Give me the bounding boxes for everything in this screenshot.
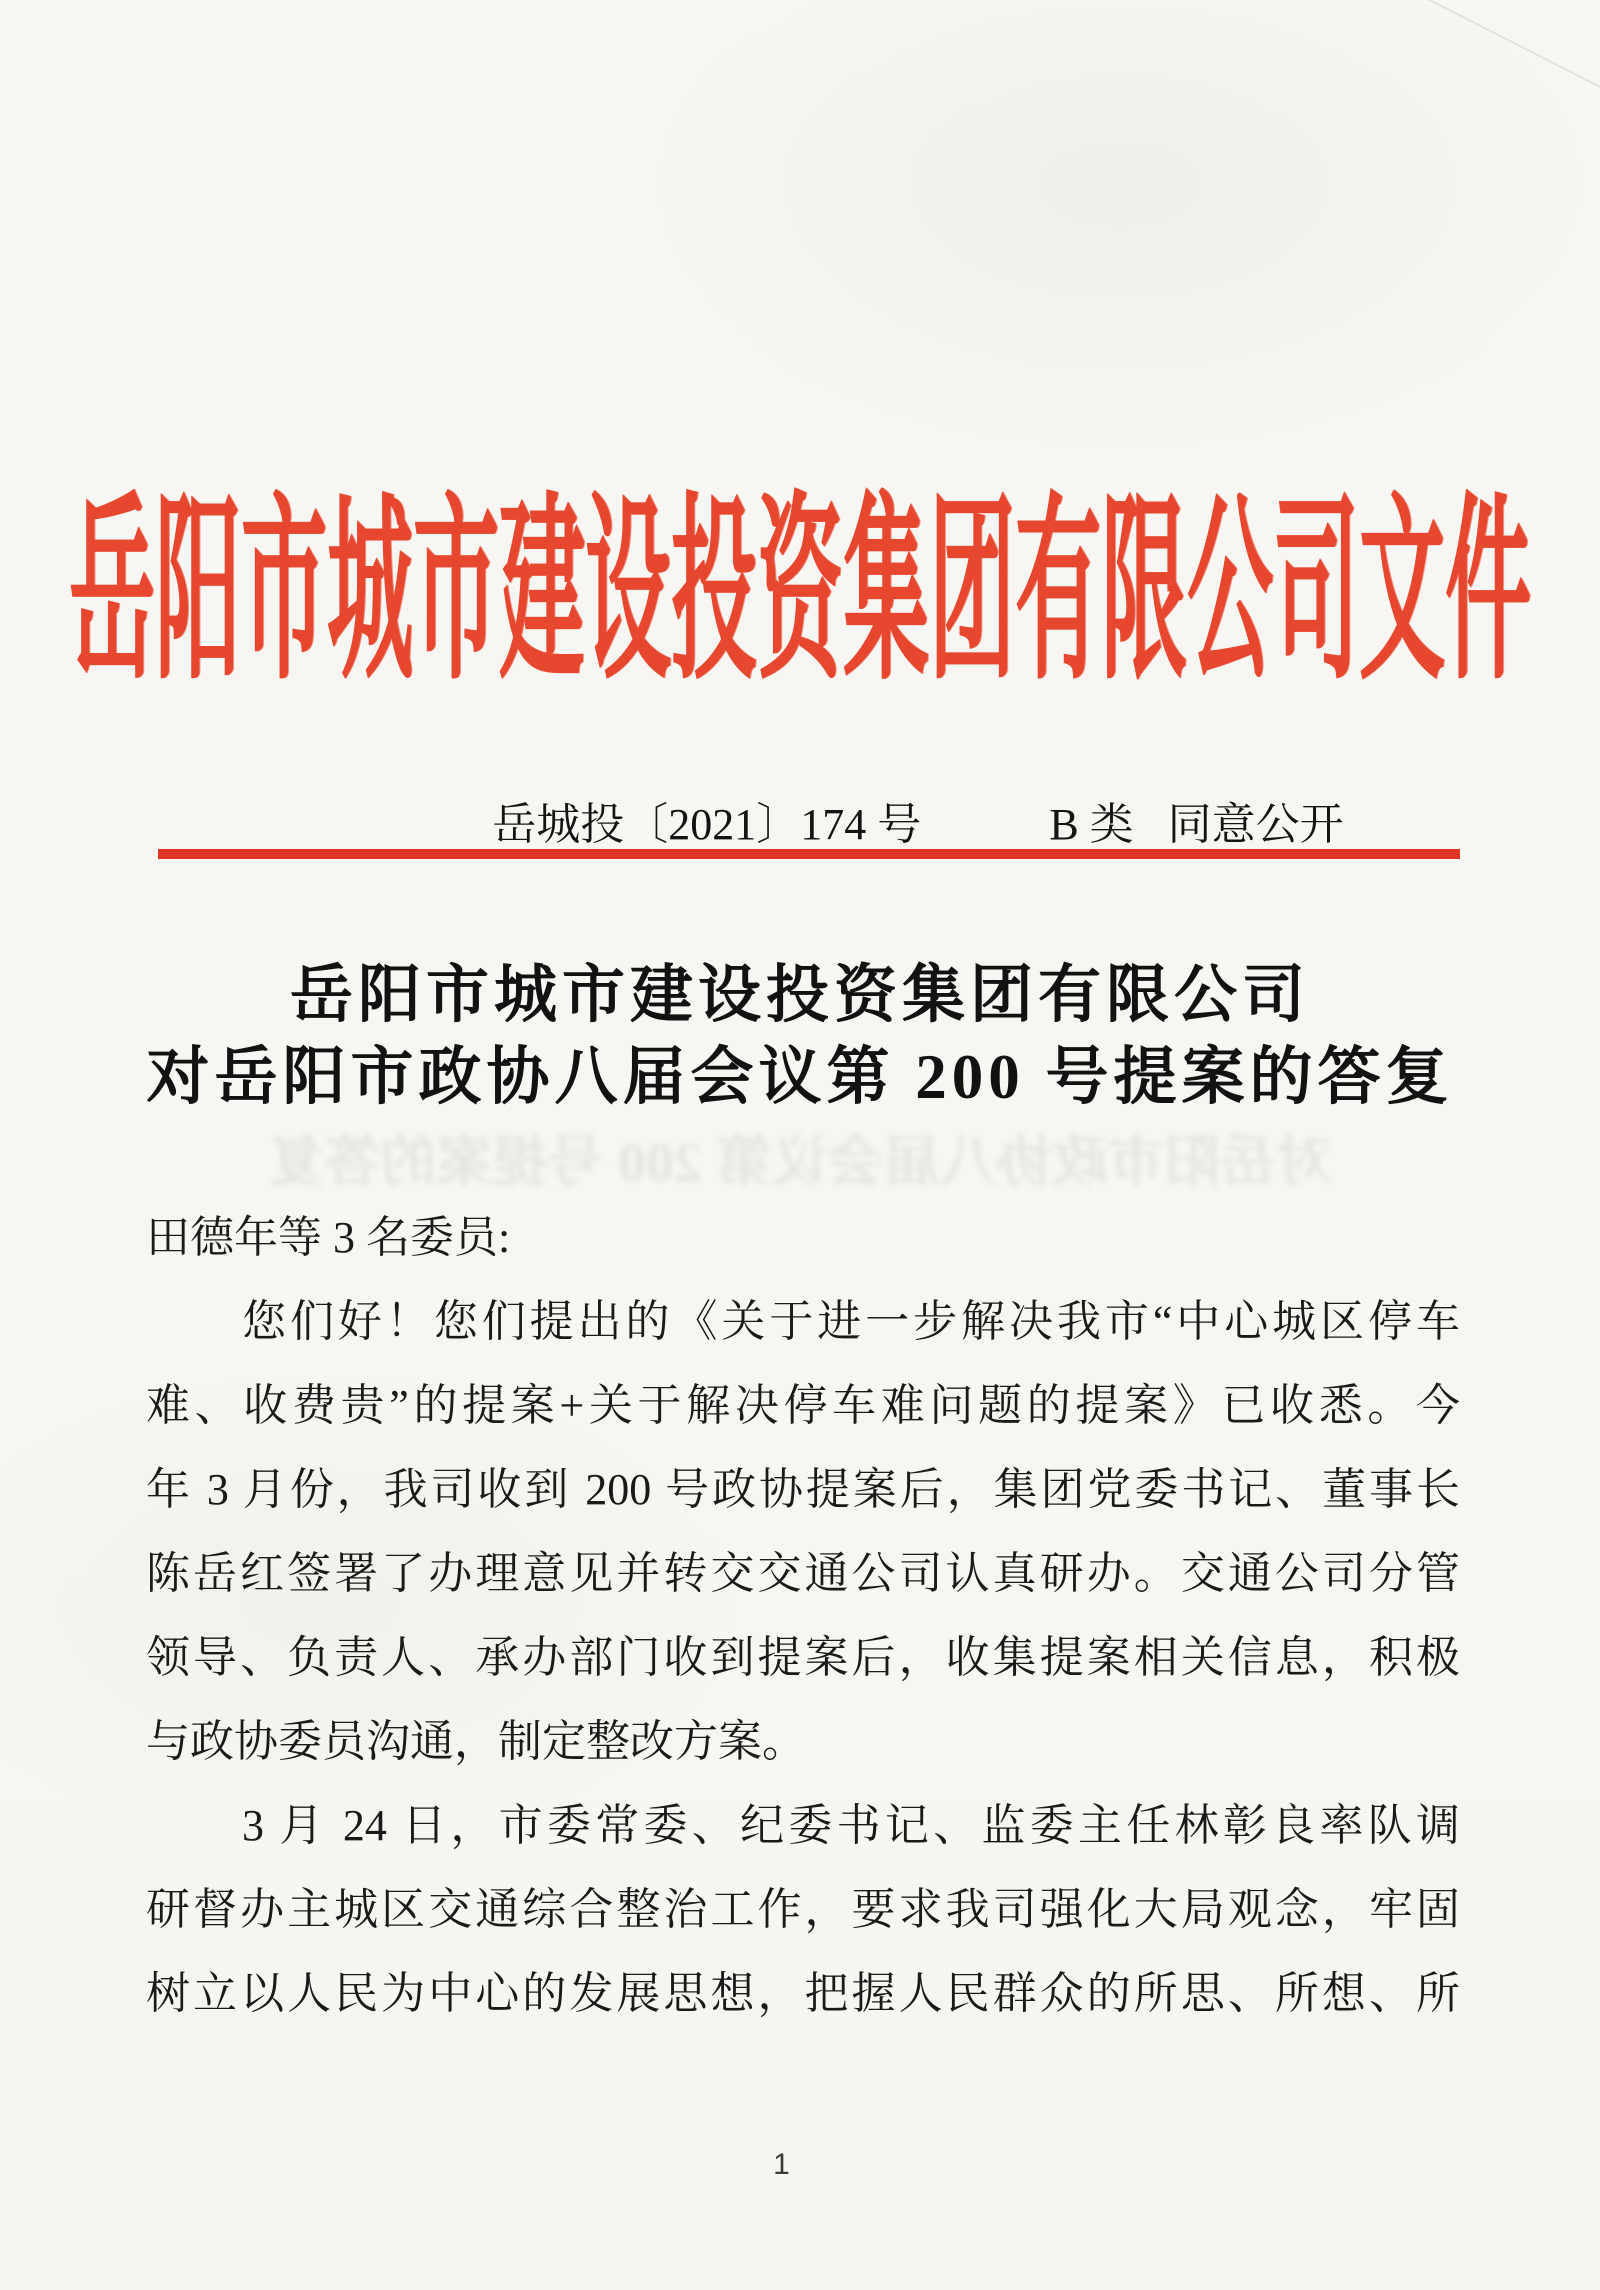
document-title-line1: 岳阳市城市建设投资集团有限公司 [290,960,1310,1030]
body-line: 陈岳红签署了办理意见并转交交通公司认真研办。交通公司分管 [146,1549,1460,1598]
document-number: 岳城投〔2021〕174 号 [492,800,922,849]
salutation-line: 田德年等 3 名委员: [146,1213,511,1262]
body-line: 与政协委员沟通，制定整改方案。 [146,1717,806,1766]
body-line: 您们好！您们提出的《关于进一步解决我市“中心城区停车 [242,1297,1460,1346]
document-number-row [118,788,1600,852]
ink-bleedthrough-artifact: 对岳阳市政协八届会议第 200 号提案的答复 [268,1132,1332,1194]
letter-body [146,1196,1460,2036]
document-title-line2: 对岳阳市政协八届会议第 200 号提案的答复 [146,1042,1454,1112]
classification-group [1049,788,1343,852]
letterhead-org-title: 岳阳市城市建设投资集团有限公司文件 [69,481,1531,704]
publicity-label: 同意公开 [1167,800,1344,849]
body-line: 3 月 24 日，市委常委、纪委书记、监委主任林彰良率队调 [242,1801,1460,1850]
body-line: 领导、负责人、承办部门收到提案后，收集提案相关信息，积极 [146,1633,1460,1682]
page-number: 1 [773,2148,791,2181]
red-divider-rule [158,849,1460,859]
body-line: 年 3 月份，我司收到 200 号政协提案后，集团党委书记、董事长 [146,1465,1460,1514]
body-line: 树立以人民为中心的发展思想，把握人民群众的所思、所想、所 [146,1969,1460,2018]
body-line: 研督办主城区交通综合整治工作，要求我司强化大局观念，牢固 [146,1885,1460,1934]
scan-scratch-artifact [1416,0,1600,90]
body-line: 难、收费贵”的提案+关于解决停车难问题的提案》已收悉。今 [146,1381,1460,1430]
classification-label: B 类 [1049,800,1134,849]
